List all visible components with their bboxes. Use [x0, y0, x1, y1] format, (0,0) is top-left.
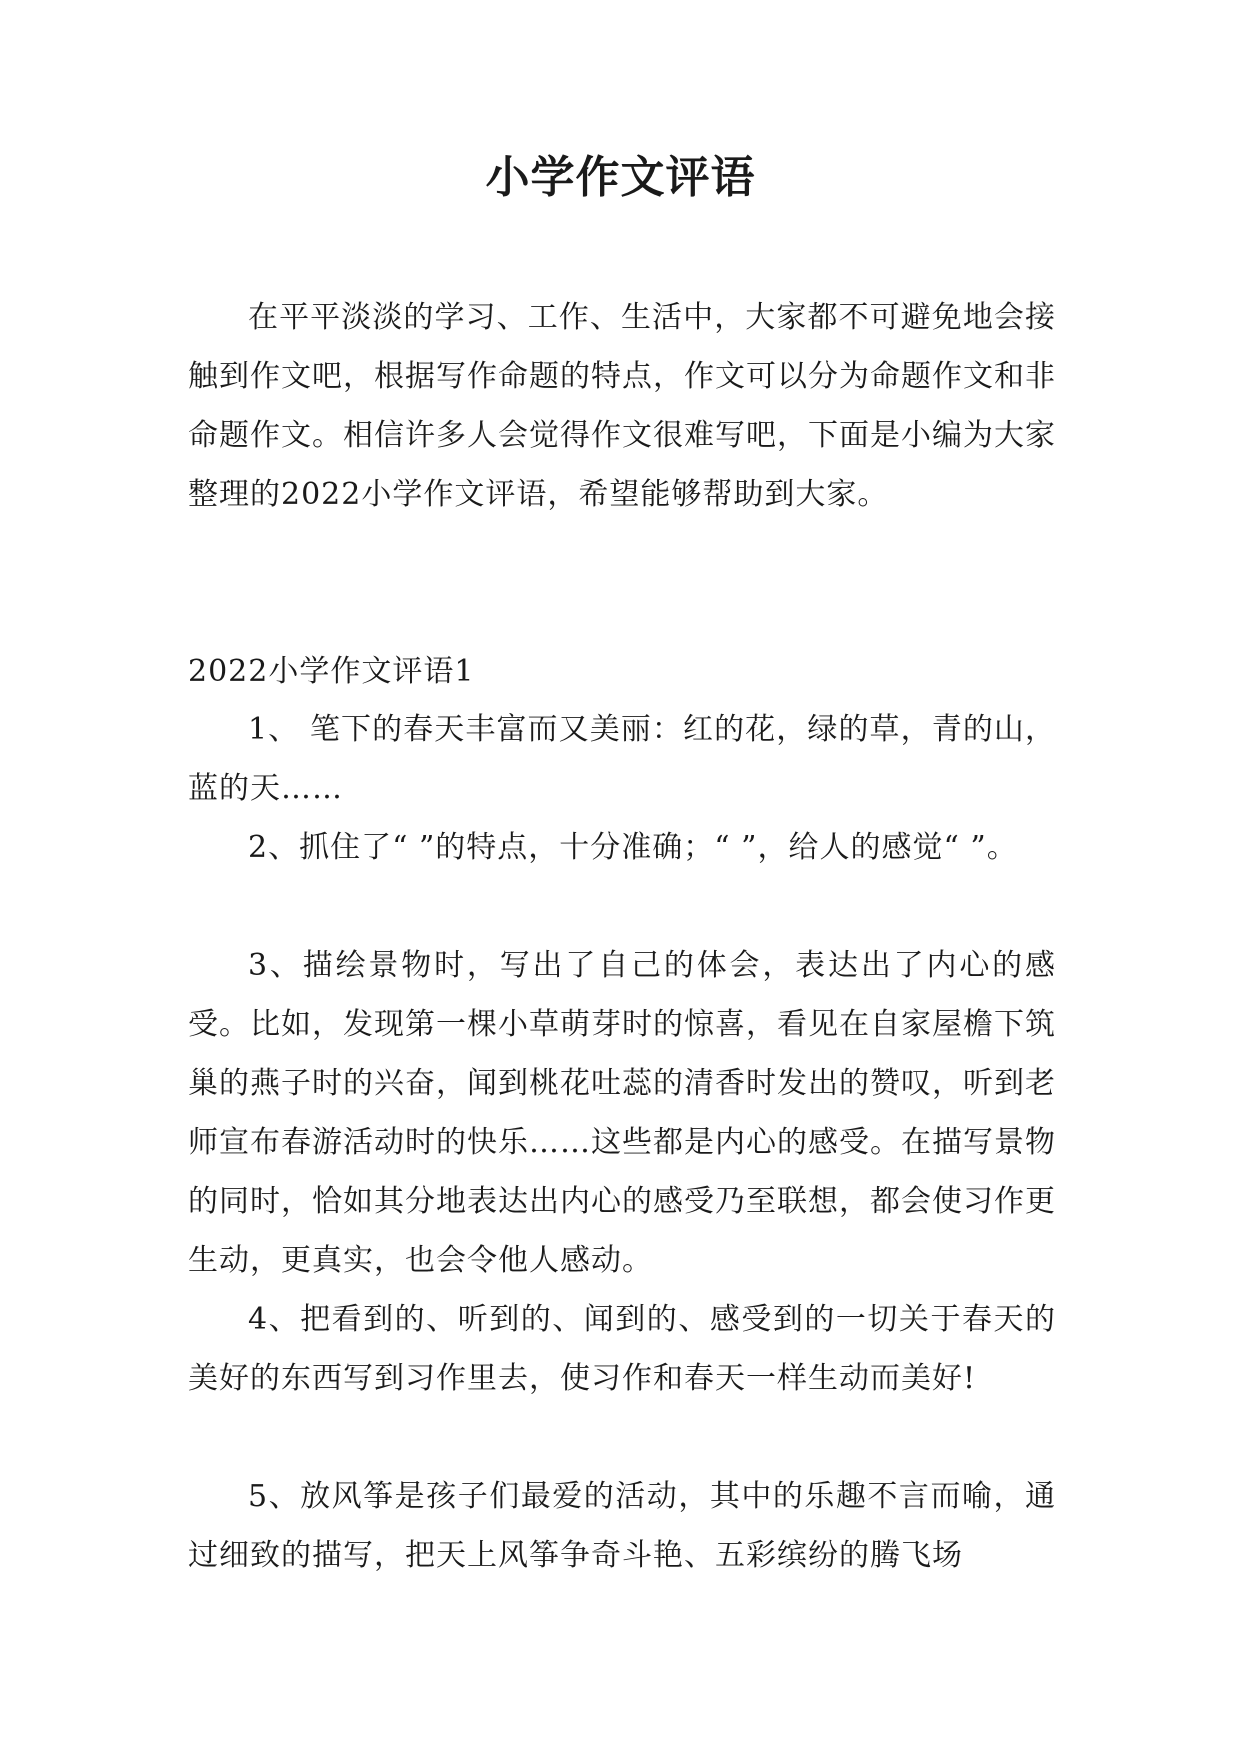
document-title: 小学作文评语 — [485, 152, 756, 203]
section-heading: 2022小学作文评语1 — [188, 654, 475, 689]
comment-item-4: 4、把看到的、听到的、闻到的、感受到的一切关于春天的美好的东西写到习作里去，使习作和春天一样生动而美好! — [188, 1302, 1056, 1396]
comment-item-1: 1、 笔下的春天丰富而又美丽：红的花，绿的草，青的山，蓝的天…… — [188, 712, 1056, 806]
comment-item-3: 3、描绘景物时，写出了自己的体会，表达出了内心的感受。比如，发现第一棵小草萌芽时的惊喜，看见在自家屋檐下筑巢的燕子时的兴奋，闻到桃花吐蕊的清香时发出的赞叹，听到老师宣布春游活动时的快乐……这些都是内心的感受。在描写景物的同时，恰如其分地表达出内心的感受乃至联想，都会使习作更生动，更真实，也会令他人感动。 — [188, 948, 1056, 1278]
comment-item-2: 2、抓住了“ ”的特点，十分准确；“ ”，给人的感觉“ ”。 — [248, 830, 1018, 865]
comment-item-5: 5、放风筝是孩子们最爱的活动，其中的乐趣不言而喻，通过细致的描写，把天上风筝争奇斗艳、五彩缤纷的腾飞场 — [188, 1479, 1056, 1573]
intro-paragraph: 在平平淡淡的学习、工作、生活中，大家都不可避免地会接触到作文吧，根据写作命题的特点，作文可以分为命题作文和非命题作文。相信许多人会觉得作文很难写吧，下面是小编为大家整理的2022小学作文评语，希望能够帮助到大家。 — [188, 300, 1056, 512]
